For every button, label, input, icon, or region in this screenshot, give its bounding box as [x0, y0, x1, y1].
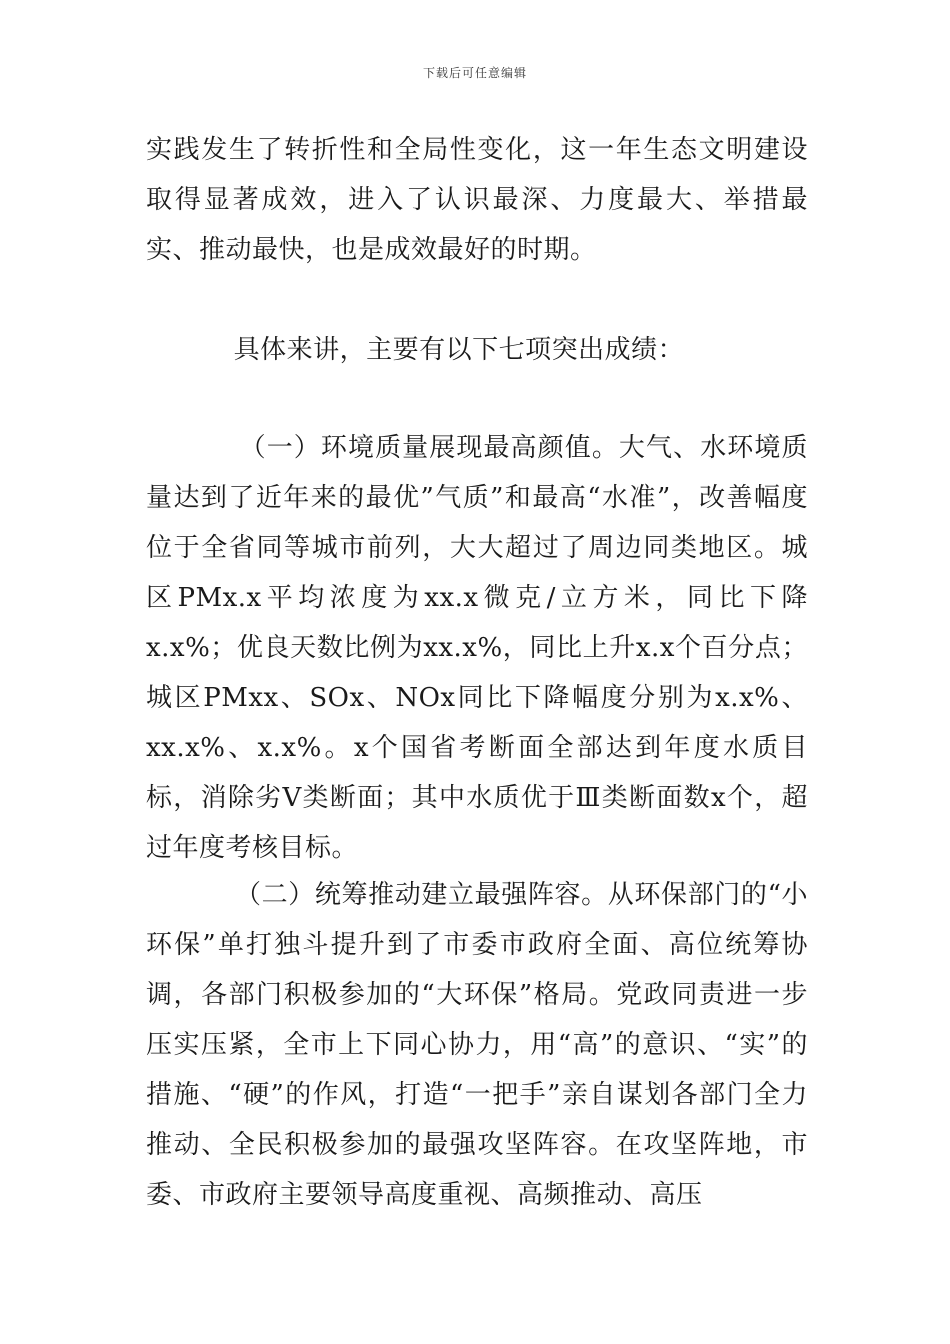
paragraph-3	[146, 423, 808, 873]
paragraph-1	[146, 125, 808, 275]
paragraph-3-text: （一）环境质量展现最高颜值。大气、水环境质量达到了近年来的最优”气质”和最高“水准”，改善幅度位于全省同等城市前列，大大超过了周边同类地区。城区PMx.x平均浓度为xx.x微克/立方米，同比下降x.x%；优良天数比例为xx.x%，同比上升x.x个百分点；城区PMxx、SOx、NOx同比下降幅度分别为x.x%、xx.x%、x.x%。x个国省考断面全部达到年度水质目标，消除劣Ⅴ类断面；其中水质优于Ⅲ类断面数x个，超过年度考核目标。	[146, 433, 808, 863]
paragraph-2-text: 具体来讲，主要有以下七项突出成绩：	[146, 335, 685, 365]
page-header-note: 下载后可任意编辑	[422, 66, 527, 80]
paragraph-4	[146, 870, 808, 1220]
paragraph-1-text: 实践发生了转折性和全局性变化，这一年生态文明建设取得显著成效，进入了认识最深、力度最大、举措最实、推动最快，也是成效最好的时期。	[146, 135, 808, 265]
paragraph-2	[146, 325, 808, 375]
paragraph-4-text: （二）统筹推动建立最强阵容。从环保部门的“小环保”单打独斗提升到了市委市政府全面、高位统筹协调，各部门积极参加的“大环保”格局。党政同责进一步压实压紧，全市上下同心协力，用“高”的意识、“实”的措施、“硬”的作风，打造“一把手”亲自谋划各部门全力推动、全民积极参加的最强攻坚阵容。在攻坚阵地，市委、市政府主要领导高度重视、高频推动、高压	[146, 880, 808, 1210]
